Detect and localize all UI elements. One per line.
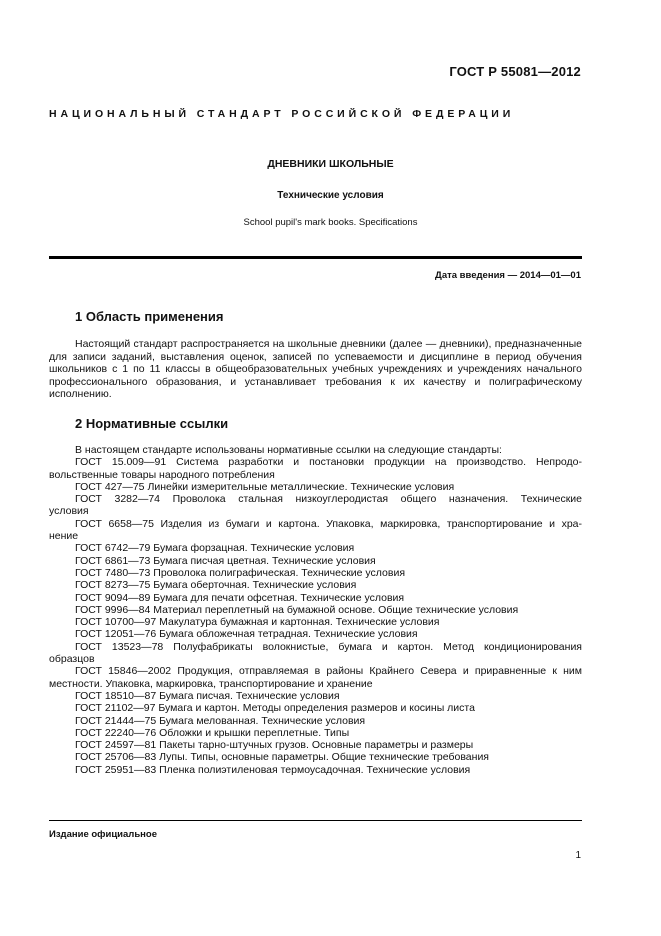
reference-line: местности. Упаковка, маркировка, транспортирование и хранение [49, 677, 373, 690]
national-standard-banner: НАЦИОНАЛЬНЫЙ СТАНДАРТ РОССИЙСКОЙ ФЕДЕРАЦИИ [49, 108, 515, 120]
reference-line: ГОСТ 15.009—91 Система разработки и постановки продукции на производство. Непродо- [75, 456, 582, 469]
section-2-heading: 2 Нормативные ссылки [75, 416, 229, 431]
header-divider [49, 256, 582, 259]
reference-line: В настоящем стандарте использованы нормативные ссылки на следующие стандарты: [75, 444, 502, 456]
reference-line: ГОСТ 21102—97 Бумага и картон. Методы определения размеров и косины листа [75, 702, 475, 715]
reference-line: ГОСТ 6742—79 Бумага форзацная. Технические условия [75, 542, 355, 555]
gost-number: ГОСТ Р 55081—2012 [449, 64, 581, 79]
document-subtitle: Технические условия [277, 190, 384, 201]
reference-line: ГОСТ 15846—2002 Продукция, отправляемая в районы Крайнего Севера и приравненные к ним [75, 665, 582, 678]
reference-line: вольственные товары народного потребления [49, 468, 275, 481]
reference-line: ГОСТ 22240—76 Обложки и крышки переплетные. Типы [75, 726, 350, 739]
reference-line: ГОСТ 21444—75 Бумага мелованная. Технические условия [75, 714, 366, 727]
reference-line: ГОСТ 9996—84 Материал переплетный на бумажной основе. Общие технические условия [75, 603, 519, 616]
introduction-date: Дата введения — 2014—01—01 [435, 270, 581, 281]
reference-line: ГОСТ 13523—78 Полуфабрикаты волокнистые, бумага и картон. Метод кондиционирования [75, 640, 582, 653]
reference-line: ГОСТ 18510—87 Бумага писчая. Технические условия [75, 689, 340, 702]
reference-line: ГОСТ 6861—73 Бумага писчая цветная. Технические условия [75, 554, 376, 567]
section-1-text: Настоящий стандарт распространяется на школьные дневники (далее — дневники), предназначенные для записи заданий, выставления оценок, записей по успеваемости и дисциплине в период обучения школьников с 1 по 11 классы в общеобразовательных учебных учреждениях и учреждениях начального профессионального образования, и устанавливает требования к их качеству и полиграфическому исполнению. [49, 338, 582, 400]
section-1-heading: 1 Область применения [75, 309, 224, 324]
reference-line: ГОСТ 24597—81 Пакеты тарно-штучных грузов. Основные параметры и размеры [75, 739, 474, 752]
reference-line: ГОСТ 7480—73 Проволока полиграфическая. Технические условия [75, 566, 406, 579]
reference-line: ГОСТ 3282—74 Проволока стальная низкоуглеродистая общего назначения. Технические [75, 493, 582, 506]
reference-line: ГОСТ 25951—83 Пленка полиэтиленовая термоусадочная. Технические условия [75, 763, 471, 776]
section-2-references [49, 444, 582, 776]
reference-line: ГОСТ 427—75 Линейки измерительные металлические. Технические условия [75, 480, 455, 493]
reference-line: ГОСТ 10700—97 Макулатура бумажная и картонная. Технические условия [75, 616, 440, 629]
reference-line: нение [49, 530, 79, 543]
reference-line: ГОСТ 12051—76 Бумага обложечная тетрадная. Технические условия [75, 628, 418, 641]
footer-divider [49, 820, 582, 821]
reference-line: ГОСТ 8273—75 Бумага оберточная. Технические условия [75, 579, 357, 592]
reference-line: ГОСТ 25706—83 Лупы. Типы, основные параметры. Общие технические требования [75, 751, 489, 764]
reference-line: ГОСТ 9094—89 Бумага для печати офсетная. Технические условия [75, 591, 405, 604]
official-edition-label: Издание официальное [49, 829, 157, 840]
page-number: 1 [575, 850, 581, 861]
reference-line: образцов [49, 653, 95, 666]
document-title: ДНЕВНИКИ ШКОЛЬНЫЕ [267, 158, 394, 170]
reference-line: ГОСТ 6658—75 Изделия из бумаги и картона. Упаковка, маркировка, транспортирование и хра- [75, 517, 582, 530]
reference-line: условия [49, 505, 89, 518]
document-title-english: School pupil's mark books. Specifications [243, 217, 418, 228]
